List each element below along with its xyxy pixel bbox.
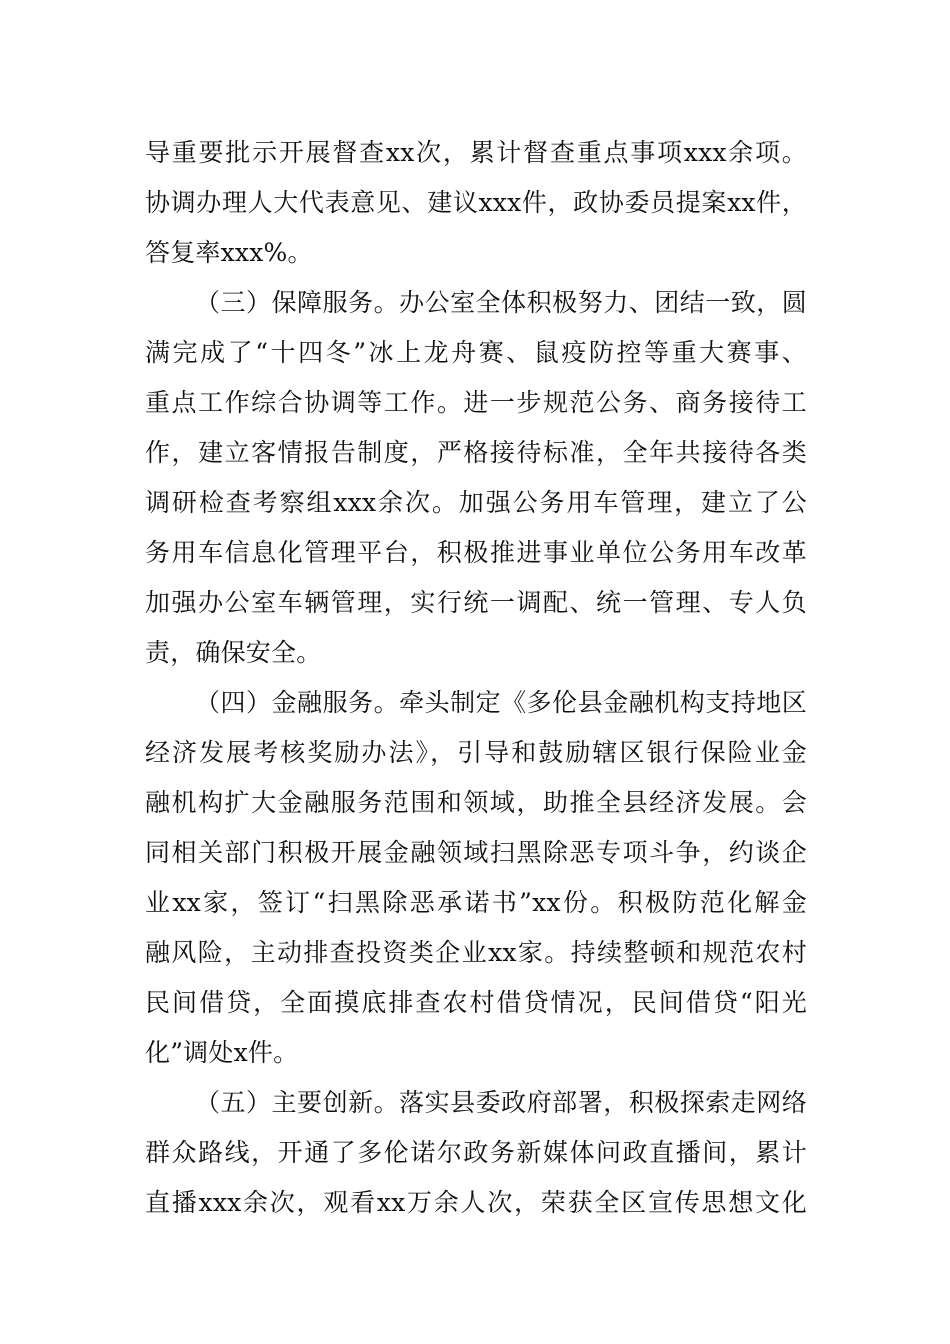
text-line: 务用车信息化管理平台，积极推进事业单位公务用车改革	[145, 538, 807, 567]
text-line: 同相关部门积极开展金融领域扫黑除恶专项斗争，约谈企	[145, 838, 807, 867]
text-line: 重点工作综合协调等工作。进一步规范公务、商务接待工	[145, 388, 807, 417]
paragraph-financial-services	[145, 678, 807, 1078]
text-line: （五）主要创新。落实县委政府部署，积极探索走网络	[195, 1088, 807, 1117]
text-line: 化”调处x件。	[145, 1038, 299, 1067]
text-line: 调研检查考察组xxx余次。加强公务用车管理，建立了公	[145, 488, 807, 517]
text-line: 直播xxx余次，观看xx万余人次，荣获全区宣传思想文化	[145, 1188, 807, 1217]
paragraph-supervision	[145, 128, 807, 278]
text-line: 加强办公室车辆管理，实行统一调配、统一管理、专人负	[145, 588, 807, 617]
text-line: 民间借贷，全面摸底排查农村借贷情况，民间借贷“阳光	[145, 988, 807, 1017]
text-line: 经济发展考核奖励办法》，引导和鼓励辖区银行保险业金	[145, 738, 807, 767]
text-line: （三）保障服务。办公室全体积极努力、团结一致，圆	[195, 288, 807, 317]
text-line: 满完成了“十四冬”冰上龙舟赛、鼠疫防控等重大赛事、	[145, 338, 807, 367]
text-line: 业xx家，签订“扫黑除恶承诺书”xx份。积极防范化解金	[145, 888, 807, 917]
text-line: 融机构扩大金融服务范围和领域，助推全县经济发展。会	[145, 788, 807, 817]
text-line: 融风险，主动排查投资类企业xx家。持续整顿和规范农村	[145, 938, 807, 967]
paragraph-support-services	[145, 278, 807, 678]
text-line: 协调办理人大代表意见、建议xxx件，政协委员提案xx件，	[145, 188, 807, 217]
text-line: 责，确保安全。	[145, 638, 322, 667]
paragraph-innovation	[145, 1078, 807, 1228]
document-page	[145, 128, 807, 1228]
text-line: 导重要批示开展督查xx次，累计督查重点事项xxx余项。	[145, 138, 807, 167]
text-line: （四）金融服务。牵头制定《多伦县金融机构支持地区	[195, 688, 807, 717]
text-line: 作，建立客情报告制度，严格接待标准，全年共接待各类	[145, 438, 807, 467]
text-line: 群众路线，开通了多伦诺尔政务新媒体问政直播间，累计	[145, 1138, 807, 1167]
text-line: 答复率xxx%。	[145, 238, 313, 267]
